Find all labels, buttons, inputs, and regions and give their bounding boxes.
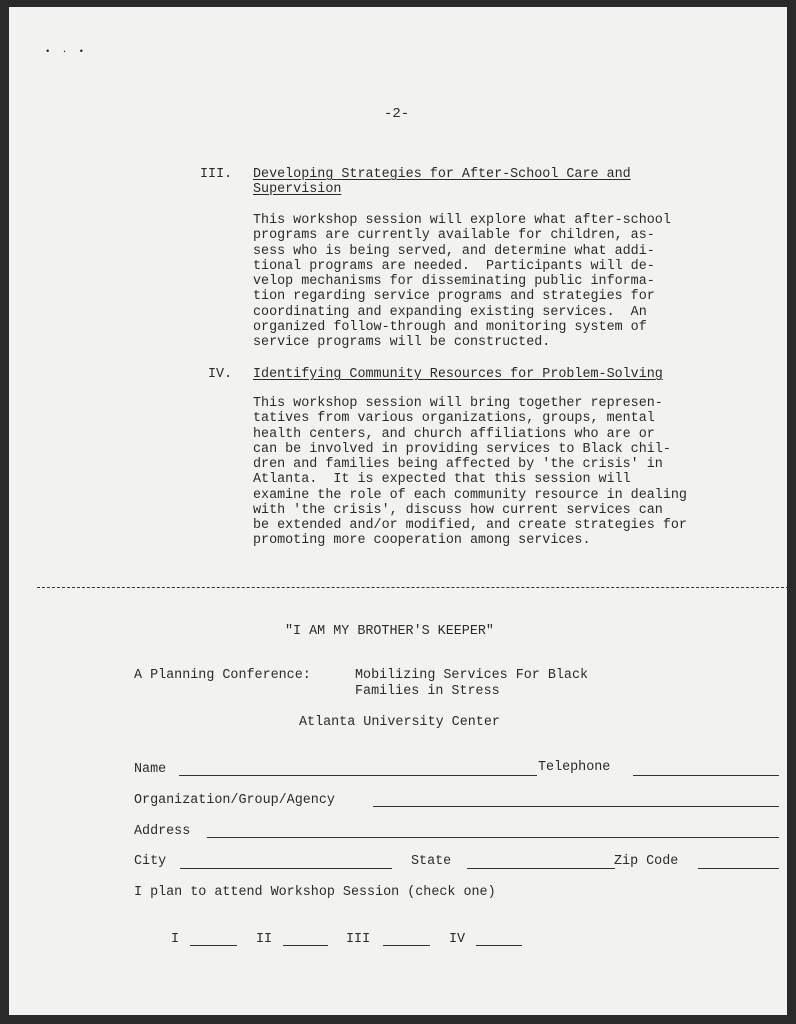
conference-slogan: "I AM MY BROTHER'S KEEPER" (285, 624, 494, 639)
session-ii-label: II (256, 932, 273, 947)
session-i-checkline[interactable] (190, 945, 237, 946)
address-field[interactable] (207, 837, 779, 838)
document-page (9, 7, 787, 1015)
session-i-label: I (171, 932, 180, 947)
conference-location: Atlanta University Center (299, 715, 500, 730)
conference-prefix: A Planning Conference: (134, 668, 311, 683)
section-iii-title (253, 167, 631, 197)
telephone-field[interactable] (633, 775, 779, 776)
state-field[interactable] (467, 868, 615, 869)
address-label: Address (134, 824, 191, 839)
section-iv-numeral: IV. (208, 367, 233, 382)
city-field[interactable] (180, 868, 392, 869)
page-number: -2- (384, 106, 410, 122)
conference-title-line1: Mobilizing Services For Black (355, 668, 589, 683)
zip-label: Zip Code (614, 854, 679, 869)
section-iv-title (253, 367, 663, 382)
tear-off-dashed-line (37, 587, 789, 588)
organization-label: Organization/Group/Agency (134, 793, 335, 808)
section-iv-title-line1: Identifying Community Resources for Problem-Solving (253, 367, 663, 382)
telephone-label: Telephone (538, 760, 611, 775)
section-iii-title-line2: Supervision (253, 182, 342, 198)
session-iii-checkline[interactable] (383, 945, 430, 946)
organization-field[interactable] (373, 806, 779, 807)
section-iii-body: This workshop session will explore what after-school programs are currently available for children, as- sess who is being served, and determine what addi- tional programs are needed. Participants will de- velop mechanisms for disseminating public informa- tion regarding service programs and strategies for coordinating and expanding existing services. An organized follow-through and monitoring system of service programs will be constructed. (253, 213, 671, 350)
session-iv-label: IV (449, 932, 466, 947)
state-label: State (411, 854, 452, 869)
section-iv-body: This workshop session will bring together represen- tatives from various organizations, groups, mental health centers, and church affiliations who are or can be involved in providing services to Black chil- dren and families being affected by 'the crisis' in Atlanta. It is expected that this session will examine the role of each community resource in dealing with 'the crisis', discuss how current services can be extended and/or modified, and create strategies for promoting more cooperation among services. (253, 396, 687, 549)
attend-prompt: I plan to attend Workshop Session (check one) (134, 885, 496, 900)
zip-field[interactable] (698, 868, 779, 869)
name-field[interactable] (179, 775, 537, 776)
city-label: City (134, 854, 167, 869)
name-label: Name (134, 762, 167, 777)
section-iii-numeral: III. (200, 167, 233, 182)
conference-title-line2: Families in Stress (355, 684, 500, 699)
session-ii-checkline[interactable] (283, 945, 328, 946)
session-iv-checkline[interactable] (476, 945, 522, 946)
section-iii-title-line1: Developing Strategies for After-School Care and (253, 167, 631, 182)
session-iii-label: III (346, 932, 371, 947)
scan-specks: • · • (45, 47, 88, 57)
